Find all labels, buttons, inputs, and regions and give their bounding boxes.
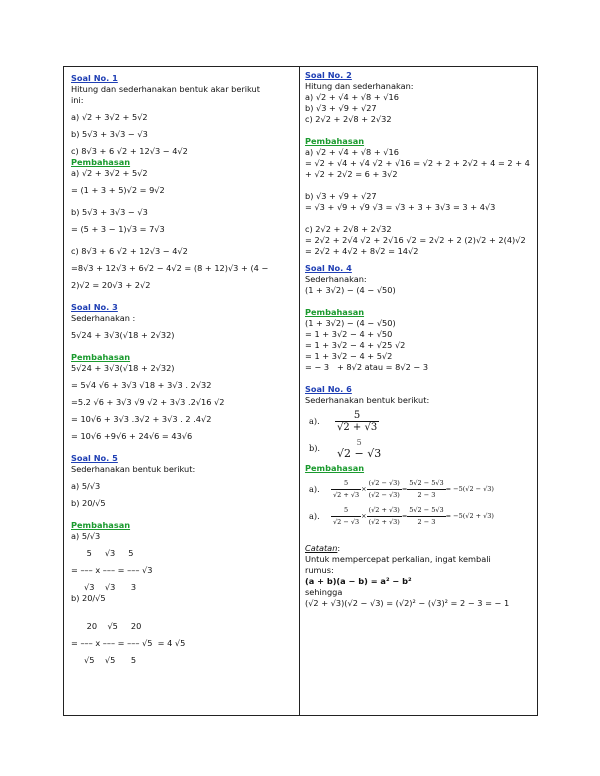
solution-line: 5 √3 5 — [71, 548, 134, 558]
catatan-title: Catatan — [305, 543, 338, 553]
solution-line: = 1 + 3√2 − 4 + √50 — [305, 329, 393, 339]
solution-line: b) 5√3 + 3√3 − √3 — [71, 207, 148, 217]
question-text: Sederhanakan: — [305, 274, 367, 284]
item-label: a). — [309, 484, 320, 494]
solution-line: = 1 + 3√2 − 4 + 5√2 — [305, 351, 393, 361]
solution-line: a) √2 + √4 + √8 + √16 — [305, 147, 399, 157]
pembahasan-heading: Pembahasan — [71, 520, 131, 530]
equals-sign: = — [401, 485, 408, 493]
denominator: √2 − √3 — [337, 447, 382, 460]
pembahasan-heading: Pembahasan — [305, 463, 365, 473]
note-text: Untuk mempercepat perkalian, ingat kembali — [305, 554, 491, 564]
right-column — [305, 70, 535, 609]
question-item: b) √3 + √9 + √27 — [305, 103, 377, 113]
left-column — [71, 73, 293, 666]
solution-line: = (5 + 3 − 1)√3 = 7√3 — [71, 224, 165, 234]
formula: (a + b)(a − b) = a² − b² — [305, 576, 412, 586]
numerator: 5√2 − 5√3 — [407, 478, 445, 490]
numerator: (√2 + √3) — [367, 505, 402, 517]
pembahasan-heading: Pembahasan — [305, 136, 365, 146]
solution-line: = 10√6 + 3√3 .3√2 + 3√3 . 2 .4√2 — [71, 414, 212, 424]
note-text: (√2 + √3)(√2 − √3) = (√2)² − (√3)² = 2 − 3 = − 1 — [305, 598, 510, 608]
solution-line: (1 + 3√2) − (4 − √50) — [305, 318, 396, 328]
question-item: b) 5√3 + 3√3 − √3 — [71, 129, 148, 139]
question-text: Hitung dan sederhanakan: — [305, 81, 414, 91]
solution-line: a) √2 + 3√2 + 5√2 — [71, 168, 148, 178]
question-text: Sederhanakan : — [71, 313, 136, 323]
solution-line: c) 8√3 + 6 √2 + 12√3 − 4√2 — [71, 246, 188, 256]
soal-6 — [305, 384, 535, 528]
column-divider — [299, 66, 300, 716]
solution-line: √3 √3 3 — [71, 582, 137, 592]
solution-line: = 2√2 + 2√4 √2 + 2√16 √2 = 2√2 + 2 (2)√2 + 2(4)√2 = 2√2 + 4√2 + 8√2 = 14√2 — [305, 235, 526, 256]
fraction — [331, 478, 361, 501]
result: = −5(√2 + √3) — [445, 512, 494, 520]
question-item: a) 5/√3 — [71, 481, 101, 491]
item-label: a). — [309, 416, 320, 426]
soal-3-title: Soal No. 3 — [71, 302, 118, 312]
question-text: Hitung dan sederhanakan bentuk akar berikut — [71, 84, 260, 94]
denominator: √2 + √3 — [333, 491, 360, 499]
fraction — [335, 410, 379, 433]
numerator: 5 — [331, 505, 361, 517]
fraction — [367, 478, 402, 501]
numerator: (√2 − √3) — [367, 478, 402, 490]
question-text: Sederhanakan bentuk berikut: — [71, 464, 196, 474]
numerator: 5 — [335, 410, 379, 422]
question-item-b — [305, 437, 535, 459]
question-item-a — [305, 410, 535, 433]
question-text: Sederhanakan bentuk berikut: — [305, 395, 430, 405]
numerator: 5 — [356, 438, 362, 447]
note-text: rumus: — [305, 565, 334, 575]
question-text: ini: — [71, 95, 84, 105]
solution-line: 5√24 + 3√3(√18 + 2√32) — [71, 363, 175, 373]
soal-1 — [71, 73, 293, 291]
solution-line: = (1 + 3 + 5)√2 = 9√2 — [71, 185, 165, 195]
times-sign: × — [361, 512, 367, 520]
result: = −5(√2 − √3) — [445, 485, 494, 493]
soal-4-title: Soal No. 4 — [305, 263, 352, 273]
solution-line: = ––– x ––– = ––– √3 — [71, 565, 153, 575]
solution-line: √5 √5 5 — [71, 655, 137, 665]
denominator: 2 − 3 — [417, 518, 436, 526]
soal-4 — [305, 263, 535, 373]
fraction — [331, 505, 361, 528]
solution-line: = ––– x ––– = ––– √5 = 4 √5 — [71, 638, 186, 648]
denominator: (√2 + √3) — [368, 518, 400, 526]
solution-line: = 10√6 +9√6 + 24√6 = 43√6 — [71, 431, 193, 441]
denominator: (√2 − √3) — [368, 491, 400, 499]
question-item: a) √2 + 3√2 + 5√2 — [71, 112, 148, 122]
soal-5 — [71, 453, 293, 666]
catatan-heading-line — [305, 543, 535, 554]
numerator: 5 — [331, 478, 361, 490]
solution-line: = √2 + √4 + √4 √2 + √16 = √2 + 2 + 2√2 + 4 = 2 + 4 + √2 + 2√2 = 6 + 3√2 — [305, 158, 530, 179]
soal-1-title: Soal No. 1 — [71, 73, 118, 83]
catatan-section — [305, 543, 535, 609]
soal-5-title: Soal No. 5 — [71, 453, 118, 463]
item-label: a). — [309, 511, 320, 521]
fraction — [407, 478, 445, 501]
solution-line: = 1 + 3√2 − 4 + √25 √2 — [305, 340, 406, 350]
pembahasan-heading: Pembahasan — [71, 157, 131, 167]
times-sign: × — [361, 485, 367, 493]
question-item: c) 8√3 + 6 √2 + 12√3 − 4√2 — [71, 146, 188, 156]
solution-line: = 5√4 √6 + 3√3 √18 + 3√3 . 2√32 — [71, 380, 212, 390]
solution-b — [305, 505, 535, 528]
solution-line: =8√3 + 12√3 + 6√2 − 4√2 = (8 + 12)√3 + (4 − — [71, 263, 269, 273]
note-text: sehingga — [305, 587, 343, 597]
soal-2 — [305, 70, 535, 257]
question-text: 5√24 + 3√3(√18 + 2√32) — [71, 330, 175, 340]
question-item: c) 2√2 + 2√8 + 2√32 — [305, 114, 392, 124]
fraction — [407, 505, 445, 528]
soal-2-title: Soal No. 2 — [305, 70, 352, 80]
solution-line: b) √3 + √9 + √27 — [305, 191, 377, 201]
pembahasan-heading: Pembahasan — [305, 307, 365, 317]
equals-sign: = — [401, 512, 408, 520]
fraction — [335, 437, 383, 459]
question-item: b) 20/√5 — [71, 498, 106, 508]
soal-3 — [71, 302, 293, 442]
solution-line: 2)√2 = 20√3 + 2√2 — [71, 280, 151, 290]
pembahasan-heading: Pembahasan — [71, 352, 131, 362]
denominator: √2 + √3 — [337, 422, 378, 433]
solution-line: c) 2√2 + 2√8 + 2√32 — [305, 224, 392, 234]
solution-line: = √3 + √9 + √9 √3 = √3 + 3 + 3√3 = 3 + 4√3 — [305, 202, 496, 212]
question-item: a) √2 + √4 + √8 + √16 — [305, 92, 399, 102]
soal-6-title: Soal No. 6 — [305, 384, 352, 394]
denominator: √2 − √3 — [333, 518, 360, 526]
item-label: b). — [309, 442, 321, 453]
solution-line: =5.2 √6 + 3√3 √9 √2 + 3√3 .2√16 √2 — [71, 397, 225, 407]
solution-a — [305, 478, 535, 501]
denominator: 2 − 3 — [417, 491, 436, 499]
solution-line: b) 20/√5 — [71, 593, 106, 603]
solution-line: = − 3 + 8√2 atau = 8√2 − 3 — [305, 362, 429, 372]
numerator: 5√2 − 5√3 — [407, 505, 445, 517]
solution-line: a) 5/√3 — [71, 531, 101, 541]
fraction — [367, 505, 402, 528]
catatan-colon: : — [337, 543, 341, 553]
question-text: (1 + 3√2) − (4 − √50) — [305, 285, 396, 295]
solution-line: 20 √5 20 — [71, 621, 142, 631]
